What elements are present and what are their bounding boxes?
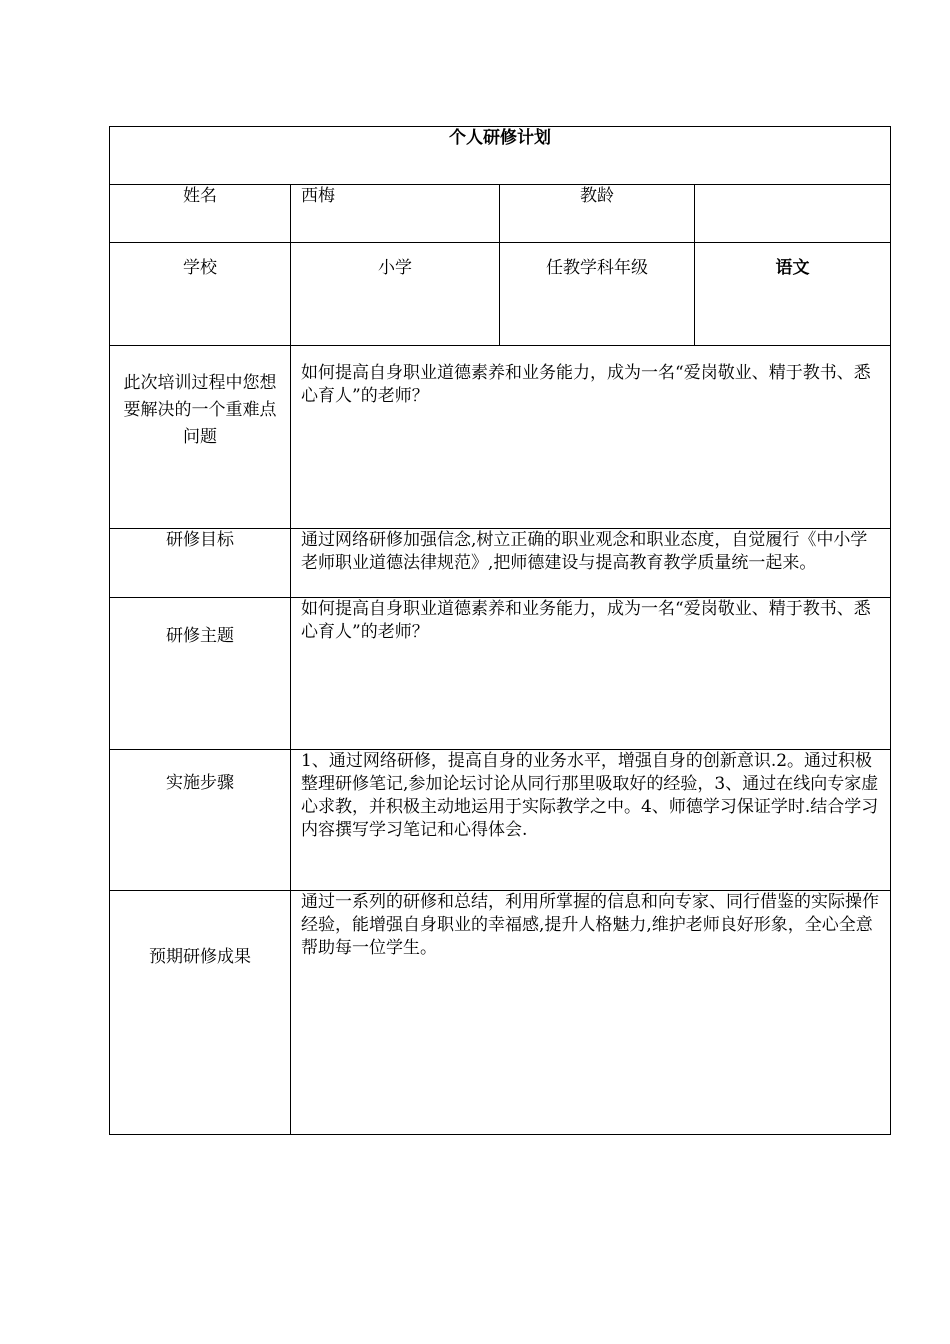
subject-value: 语文 [695, 243, 891, 346]
goal-row [110, 529, 891, 598]
problem-value: 如何提高自身职业道德素养和业务能力，成为一名“爱岗敬业、精于教书、悉心育人”的老师？ [291, 346, 891, 529]
subject-label: 任教学科年级 [500, 243, 695, 346]
research-plan-table [109, 126, 891, 1135]
steps-value: 1、通过网络研修，提高自身的业务水平，增强自身的创新意识.2。通过积极整理研修笔记,参加论坛讨论从同行那里吸取好的经验，3、通过在线向专家虚心求教，并积极主动地运用于实际教学之中。4、师德学习保证学时.结合学习内容撰写学习笔记和心得体会. [291, 750, 891, 891]
teaching-years-label: 教龄 [500, 185, 695, 243]
title-row [110, 127, 891, 185]
school-label: 学校 [110, 243, 291, 346]
goal-value: 通过网络研修加强信念,树立正确的职业观念和职业态度，自觉履行《中小学老师职业道德法律规范》,把师德建设与提高教育教学质量统一起来。 [291, 529, 891, 598]
result-row [110, 891, 891, 1135]
school-value: 小学 [291, 243, 500, 346]
result-value: 通过一系列的研修和总结，利用所掌握的信息和向专家、同行借鉴的实际操作经验，能增强自身职业的幸福感,提升人格魅力,维护老师良好形象，全心全意帮助每一位学生。 [291, 891, 891, 1135]
theme-label: 研修主题 [110, 598, 291, 750]
school-row [110, 243, 891, 346]
theme-value: 如何提高自身职业道德素养和业务能力，成为一名“爱岗敬业、精于教书、悉心育人”的老师？ [291, 598, 891, 750]
steps-label: 实施步骤 [110, 750, 291, 891]
name-value: 西梅 [291, 185, 500, 243]
table-title: 个人研修计划 [449, 128, 551, 148]
name-label: 姓名 [110, 185, 291, 243]
goal-label: 研修目标 [110, 529, 291, 598]
teaching-years-value [695, 185, 891, 243]
problem-row [110, 346, 891, 529]
theme-row [110, 598, 891, 750]
name-row [110, 185, 891, 243]
result-label: 预期研修成果 [110, 891, 291, 1135]
table-title-cell [110, 127, 891, 185]
problem-label: 此次培训过程中您想要解决的一个重难点问题 [110, 346, 291, 529]
steps-row [110, 750, 891, 891]
